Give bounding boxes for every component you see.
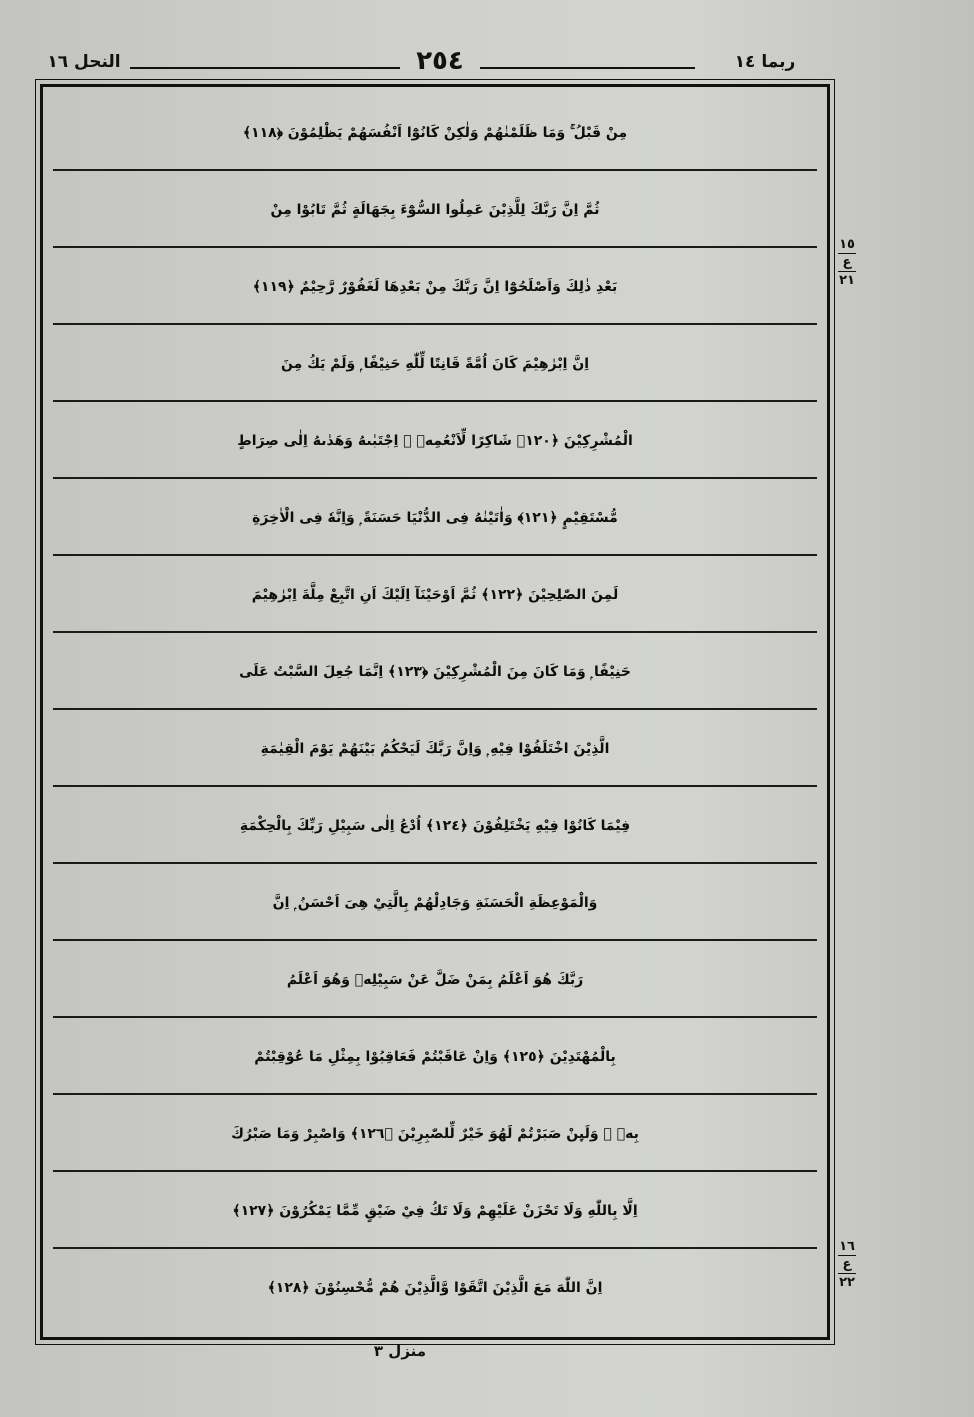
line-text: الَّذِيْنَ اخْتَلَفُوْا فِيْهِ ۭ وَاِنَّ رَبَّكَ لَيَحْكُمُ بَيْنَهُمْ يَوْمَ الْقِيٰمَةِ <box>260 741 610 757</box>
line-text: بِهٖ ۭ وَلَىِٕنْ صَبَرْتُمْ لَهُوَ خَيْرٌ لِّلصّٰبِرِيْنَ ﴿١٢٦﴾ وَاصْبِرْ وَمَا صَبْرُكَ <box>231 1126 639 1142</box>
text-line <box>53 251 817 325</box>
header-rule-right <box>480 67 695 69</box>
text-line <box>53 1021 817 1095</box>
ruku-marker-bottom: ٢٢ <box>839 1275 855 1290</box>
text-line <box>53 405 817 479</box>
line-text: وَالْمَوْعِظَةِ الْحَسَنَةِ وَجَادِلْهُمْ بِالَّتِيْ هِىَ اَحْسَنُ ۭ اِنَّ <box>272 895 598 911</box>
line-text: بَعْدِ ذٰلِكَ وَاَصْلَحُوْٓا اِنَّ رَبَّكَ مِنْ بَعْدِهَا لَغَفُوْرٌ رَّحِيْمٌ ﴿١١٩﴾ <box>252 279 618 295</box>
line-text: اِلَّا بِاللّٰهِ وَلَا تَحْزَنْ عَلَيْهِمْ وَلَا تَكُ فِيْ ضَيْقٍ مِّمَّا يَمْكُرُوْنَ ﴿١٢٧﴾ <box>232 1203 638 1219</box>
ruku-marker <box>834 236 860 289</box>
text-line <box>53 1098 817 1172</box>
text-lines <box>43 87 827 1337</box>
surah-name: النحل ١٦ <box>47 52 121 72</box>
ruku-marker-mid: ع <box>842 255 852 270</box>
text-line <box>53 790 817 864</box>
text-line <box>53 944 817 1018</box>
text-frame <box>40 84 830 1340</box>
line-text: ثُمَّ اِنَّ رَبَّكَ لِلَّذِيْنَ عَمِلُوا السُّوْٓءَ بِجَهَالَةٍ ثُمَّ تَابُوْا مِنْ <box>270 202 600 218</box>
line-text: اِنَّ اللّٰهَ مَعَ الَّذِيْنَ اتَّقَوْا وَّالَّذِيْنَ هُمْ مُّحْسِنُوْنَ ﴿١٢٨﴾ <box>267 1280 603 1296</box>
para-name: ربما ١٤ <box>734 52 796 72</box>
text-line <box>53 482 817 556</box>
header-rule-left <box>130 67 400 69</box>
line-text: مُّسْتَقِيْمٍ ﴿١٢١﴾ وَاٰتَيْنٰهُ فِى الدُّنْيَا حَسَنَةً ۭ وَاِنَّهٗ فِى الْاٰخِرَةِ <box>252 510 618 526</box>
ruku-marker-top: ١٥ <box>839 237 855 252</box>
line-text: بِالْمُهْتَدِيْنَ ﴿١٢٥﴾ وَاِنْ عَاقَبْتُمْ فَعَاقِبُوْا بِمِثْلِ مَا عُوْقِبْتُمْ <box>254 1049 616 1065</box>
line-text: رَبَّكَ هُوَ اَعْلَمُ بِمَنْ ضَلَّ عَنْ سَبِيْلِهٖ وَهُوَ اَعْلَمُ <box>286 972 584 988</box>
line-text: لَمِنَ الصّٰلِحِيْنَ ﴿١٢٢﴾ ثُمَّ اَوْحَيْنَآ اِلَيْكَ اَنِ اتَّبِعْ مِلَّةَ اِبْرٰهِيْمَ <box>251 587 619 603</box>
ruku-marker-bottom: ٢١ <box>839 273 855 288</box>
ruku-marker <box>834 1238 860 1291</box>
line-text: الْمُشْرِكِيْنَ ﴿١٢٠﴾ شَاكِرًا لِّاَنْعُمِهٖ ۭ اِجْتَبٰىهُ وَهَدٰىهُ اِلٰى صِرَاطٍ <box>237 433 633 449</box>
text-line <box>53 1252 817 1326</box>
line-text: فِيْمَا كَانُوْا فِيْهِ يَخْتَلِفُوْنَ ﴿١٢٤﴾ اُدْعُ اِلٰى سَبِيْلِ رَبِّكَ بِالْحِكْمَةِ <box>239 818 631 834</box>
manzil-footer: منزل ٣ <box>373 1342 427 1360</box>
text-line <box>53 328 817 402</box>
text-line <box>53 713 817 787</box>
text-line <box>53 97 817 171</box>
page-header <box>40 46 830 82</box>
text-line <box>53 636 817 710</box>
text-line <box>53 1175 817 1249</box>
line-text: مِنْ قَبْلُ ۚ وَمَا ظَلَمْنٰهُمْ وَلٰكِنْ كَانُوْٓا اَنْفُسَهُمْ يَظْلِمُوْنَ ﴿١١٨﴾ <box>242 125 628 141</box>
text-line <box>53 867 817 941</box>
line-text: حَنِيْفًا ۭ وَمَا كَانَ مِنَ الْمُشْرِكِيْنَ ﴿١٢٣﴾ اِنَّمَا جُعِلَ السَّبْتُ عَلَى <box>239 664 631 680</box>
ruku-marker-mid: ع <box>842 1257 852 1272</box>
page-number: ٢٥٤ <box>416 46 464 76</box>
text-line <box>53 174 817 248</box>
line-text: اِنَّ اِبْرٰهِيْمَ كَانَ اُمَّةً قَانِتًا لِّلّٰهِ حَنِيْفًا ۭ وَلَمْ يَكُ مِنَ <box>280 356 590 372</box>
ruku-marker-top: ١٦ <box>839 1239 855 1254</box>
text-line <box>53 559 817 633</box>
